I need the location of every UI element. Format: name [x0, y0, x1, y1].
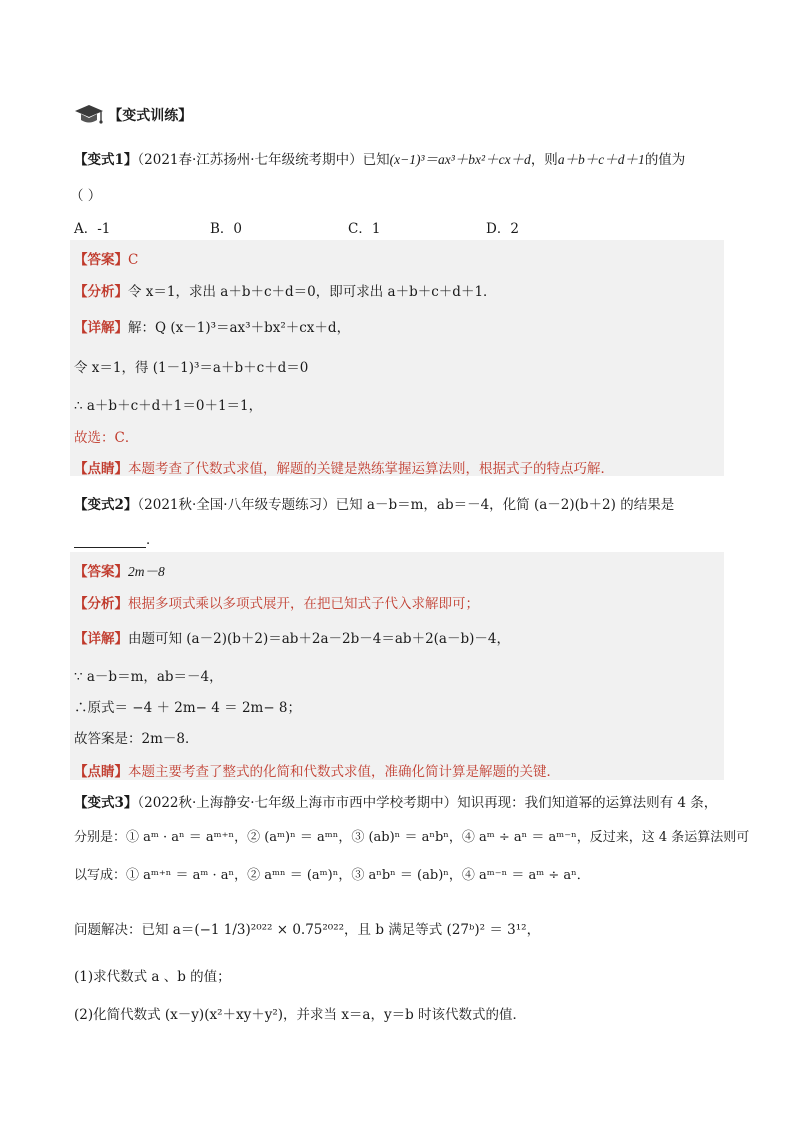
q3-sub1: (1)求代数式 a 、b 的值；	[74, 969, 231, 985]
q1-analysis	[74, 280, 497, 300]
q1-stem-c: 的值为	[644, 152, 686, 168]
q1-stem-a: 已知	[362, 152, 390, 168]
q1-source: （2021春·江苏扬州·七年级统考期中）	[137, 152, 363, 168]
q1-option-b: B．0	[210, 221, 243, 237]
q2-blank-line	[74, 528, 160, 548]
section-title: 【变式训练】	[108, 108, 193, 124]
q1-point-text: 本题考查了代数式求值，解题的关键是熟练掌握运算法则，根据式子的特点巧解．	[128, 461, 614, 477]
q1-analysis-label: 【分析】	[74, 284, 128, 300]
q1-stem-b: ，则	[530, 152, 558, 168]
q2-end: ．	[146, 532, 160, 548]
q1-detail-3: ∴ a＋b＋c＋d＋1＝0＋1＝1，	[74, 398, 263, 414]
q1-point-label: 【点睛】	[74, 461, 128, 477]
q2-point-label: 【点睛】	[74, 764, 128, 780]
q1-detail-2: 令 x＝1，得 (1－1)³＝a＋b＋c＋d＝0	[74, 360, 309, 376]
q3-source: （2022秋·上海静安·七年级上海市市西中学校考期中）	[137, 795, 458, 811]
q2-stem	[74, 493, 674, 513]
q1-option-d: D．2	[486, 221, 519, 237]
q1-analysis-text: 令 x＝1，求出 a＋b＋c＋d＝0，即可求出 a＋b＋c＋d＋1．	[128, 284, 497, 300]
q2-detail-2: ∵ a－b＝m，ab＝－4，	[74, 669, 223, 685]
q1-answer-value: C	[128, 252, 139, 268]
q2-analysis-text: 根据多项式乘以多项式展开，在把已知式子代入求解即可；	[128, 596, 479, 612]
q2-detail-3: ∴原式＝ −4 ＋ 2m− 4 ＝ 2m− 8；	[74, 700, 302, 716]
q1-detail-4: 故选：C．	[74, 430, 139, 446]
q2-answer-blank	[74, 533, 146, 548]
q3-line3: 以写成：① aᵐ⁺ⁿ ＝ aᵐ · aⁿ，② aᵐⁿ ＝ (aᵐ)ⁿ，③ aⁿbⁿ ＝ (ab)ⁿ，④ aᵐ⁻ⁿ ＝ aᵐ ÷ aⁿ．	[74, 868, 590, 883]
q3-stem	[74, 791, 717, 811]
q1-answer	[74, 248, 138, 268]
q1-stem-math2: a＋b＋c＋d＋1	[557, 152, 645, 167]
graduation-cap-icon	[74, 102, 104, 128]
q2-answer-label: 【答案】	[74, 564, 128, 580]
q2-analysis	[74, 592, 479, 612]
q1-detail-label: 【详解】	[74, 320, 128, 336]
section-header	[74, 102, 192, 128]
q3-label: 【变式3】	[74, 795, 138, 811]
q2-label: 【变式2】	[74, 497, 138, 513]
q1-label: 【变式1】	[74, 152, 138, 168]
q3-problem: 问题解决：已知 a＝(−1 1/3)²⁰²² × 0.75²⁰²²，且 b 满足等式 (27ᵇ)² ＝ 3¹²，	[74, 922, 541, 938]
q2-detail-4: 故答案是：2m－8．	[74, 731, 199, 747]
q3-sub2: (2)化简代数式 (x－y)(x²＋xy＋y²)，并求当 x＝a，y＝b 时该代数式的值．	[74, 1007, 527, 1023]
q2-point	[74, 760, 560, 780]
q1-answer-label: 【答案】	[74, 252, 128, 268]
q1-point	[74, 457, 614, 477]
q3-intro: 知识再现：我们知道幂的运算法则有 4 条，	[457, 795, 718, 811]
q2-point-text: 本题主要考查了整式的化简和代数式求值，准确化简计算是解题的关键．	[128, 764, 560, 780]
q1-option-a: A．-1	[74, 221, 111, 237]
q2-source: （2021秋·全国·八年级专题练习）	[137, 497, 336, 513]
q2-detail	[74, 627, 510, 647]
q2-analysis-label: 【分析】	[74, 596, 128, 612]
q2-answer-value: 2m－8	[128, 564, 165, 579]
q1-stem	[74, 148, 685, 168]
q2-detail-label: 【详解】	[74, 631, 128, 647]
q2-detail-1: 由题可知 (a－2)(b＋2)＝ab＋2a－2b－4＝ab＋2(a－b)－4，	[128, 631, 510, 647]
q1-option-c: C．1	[348, 221, 381, 237]
q3-line2: 分别是：① aᵐ · aⁿ ＝ aᵐ⁺ⁿ，② (aᵐ)ⁿ ＝ aᵐⁿ，③ (ab)ⁿ ＝ aⁿbⁿ，④ aᵐ ÷ aⁿ ＝ aᵐ⁻ⁿ，反过来，这 4 条运算法则可	[74, 830, 750, 845]
q1-detail-1: 解：Q (x－1)³＝ax³＋bx²＋cx＋d，	[128, 320, 351, 336]
q1-paren: （ ）	[70, 188, 102, 204]
q1-detail	[74, 316, 350, 336]
q1-stem-math: (x−1)³＝ax³＋bx²＋cx＋d	[389, 152, 531, 167]
q2-answer	[74, 560, 165, 580]
q2-stem-text: 已知 a－b＝m，ab＝－4，化简 (a－2)(b＋2) 的结果是	[335, 497, 675, 513]
